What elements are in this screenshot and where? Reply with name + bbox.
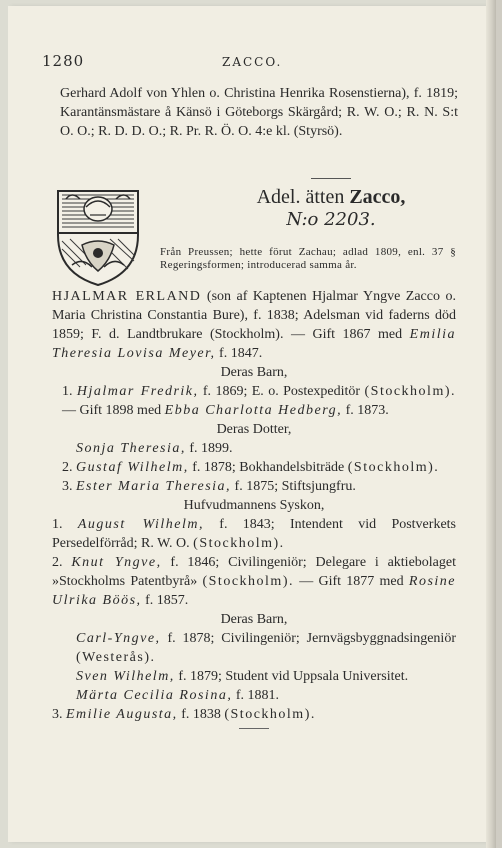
child-1-wife: Ebba Charlotta Hedberg, — [164, 403, 343, 418]
grandchild-1-name: Sonja Theresia, — [76, 441, 186, 456]
sibling-1-details: f. 1843; Intendent vid Postverkets Persedelförråd; R. W. O. — [52, 517, 456, 551]
sibling-child-2 — [52, 667, 456, 686]
family-title-prefix: Adel. ätten — [256, 186, 350, 208]
sibling-child-1 — [52, 629, 456, 667]
running-header — [42, 52, 462, 72]
page-edge-shadow — [496, 0, 502, 848]
sibling-3-name: Emilie Augusta, — [66, 707, 178, 722]
sibling-child-1-place: (Westerås). — [76, 650, 156, 665]
child-3-name: Ester Maria Theresia, — [76, 479, 232, 494]
child-2-name: Gustaf Wilhelm, — [76, 460, 189, 475]
family-title — [200, 185, 462, 209]
child-1 — [52, 382, 456, 420]
sibling-2 — [52, 553, 456, 610]
child-2-details: f. 1878; Bokhandelsbiträde — [188, 460, 348, 475]
sibling-2-name: Knut Yngve, — [71, 555, 162, 570]
page-edge — [486, 0, 496, 848]
sibling-children-heading: Deras Barn, — [220, 612, 288, 627]
head-of-family — [52, 287, 456, 363]
child-3-number: 3. — [62, 479, 73, 494]
previous-entry — [60, 84, 458, 141]
sibling-child-3-details: f. 1881. — [232, 688, 279, 703]
sibling-2-marriage: — Gift 1877 med — [293, 574, 409, 589]
family-origin-text: Från Preussen; hette förut Zachau; adlad 1809, enl. 37 § Regeringsformen; introducerad samma år. — [160, 246, 456, 271]
daughter-heading: Deras Dotter, — [216, 422, 292, 437]
sibling-child-1-details: f. 1878; Civilingeniör; Jernvägsbyggnadsingeniör — [160, 631, 456, 646]
sibling-2-end: f. 1857. — [141, 593, 189, 608]
child-2-place: (Stockholm). — [347, 460, 440, 475]
child-1-name: Hjalmar Fredrik, — [76, 384, 199, 399]
family-heading — [200, 178, 462, 231]
running-title: ZACCO. — [222, 55, 283, 69]
sibling-child-2-details: f. 1879; Student vid Uppsala Universitet. — [174, 669, 409, 684]
sibling-1-place: (Stockholm). — [193, 536, 285, 551]
sibling-2-number: 2. — [52, 555, 63, 570]
child-1-end: f. 1873. — [342, 403, 389, 418]
family-title-name: Zacco, — [349, 186, 406, 208]
sibling-child-1-name: Carl-Yngve, — [76, 631, 161, 646]
child-1-number: 1. — [62, 384, 73, 399]
sibling-3-details: f. 1838 — [177, 707, 225, 722]
coat-of-arms-icon — [52, 185, 144, 289]
child-3 — [52, 477, 456, 496]
head-wife: Emilia Theresia Lovisa Meyer, — [52, 327, 456, 361]
head-details: (son af Kaptenen Hjalmar Yngve Zacco o. Maria Christina Constantia Bure), f. 1838; Adelsman vid faderns död 1859; F. d. Landtbrukare (Stockholm). — Gift 1867 med — [52, 289, 456, 342]
child-1-details: f. 1869; E. o. Postexpeditör — [198, 384, 365, 399]
child-2 — [52, 458, 456, 477]
children-heading: Deras Barn, — [220, 365, 288, 380]
main-entry — [52, 287, 456, 729]
sibling-1 — [52, 515, 456, 553]
page-number: 1280 — [42, 52, 85, 70]
sibling-2-place: (Stockholm). — [202, 574, 294, 589]
child-1-marriage: — Gift 1898 med — [62, 403, 165, 418]
family-number: N:o 2203. — [286, 209, 376, 230]
sibling-3-place: (Stockholm). — [224, 707, 316, 722]
family-origin — [160, 246, 456, 272]
child-2-number: 2. — [62, 460, 73, 475]
heading-rule — [311, 178, 351, 179]
grandchild-1-details: f. 1899. — [185, 441, 233, 456]
sibling-child-3 — [52, 686, 456, 705]
sibling-3-number: 3. — [52, 707, 63, 722]
sibling-child-3-name: Märta Cecilia Rosina, — [76, 688, 233, 703]
sibling-2-details: f. 1846; Civilingeniör; Delegare i aktiebolaget »Stockholms Patentbyrå» — [52, 555, 456, 589]
closing-rule — [239, 728, 269, 729]
sibling-3 — [52, 705, 456, 724]
child-3-details: f. 1875; Stiftsjungfru. — [231, 479, 356, 494]
sibling-child-2-name: Sven Wilhelm, — [76, 669, 175, 684]
sibling-2-wife: Rosine Ulrika Böös, — [52, 574, 456, 608]
sibling-1-name: August Wilhelm, — [77, 517, 204, 532]
head-end: f. 1847. — [215, 346, 263, 361]
siblings-heading: Hufvudmannens Syskon, — [183, 498, 325, 513]
previous-entry-text: Gerhard Adolf von Yhlen o. Christina Henrika Rosenstierna), f. 1819; Karantänsmästare å Känsö i Göteborgs Skärgård; R. W. O.; R. N. S:t O. O.; R. D. D. O.; R. Pr. R. Ö. O. 4:e kl. (Styrsö). — [60, 86, 458, 139]
head-name: HJALMAR ERLAND — [52, 289, 202, 304]
grandchild-1 — [52, 439, 456, 458]
child-1-place: (Stockholm). — [364, 384, 456, 399]
sibling-1-number: 1. — [52, 517, 63, 532]
